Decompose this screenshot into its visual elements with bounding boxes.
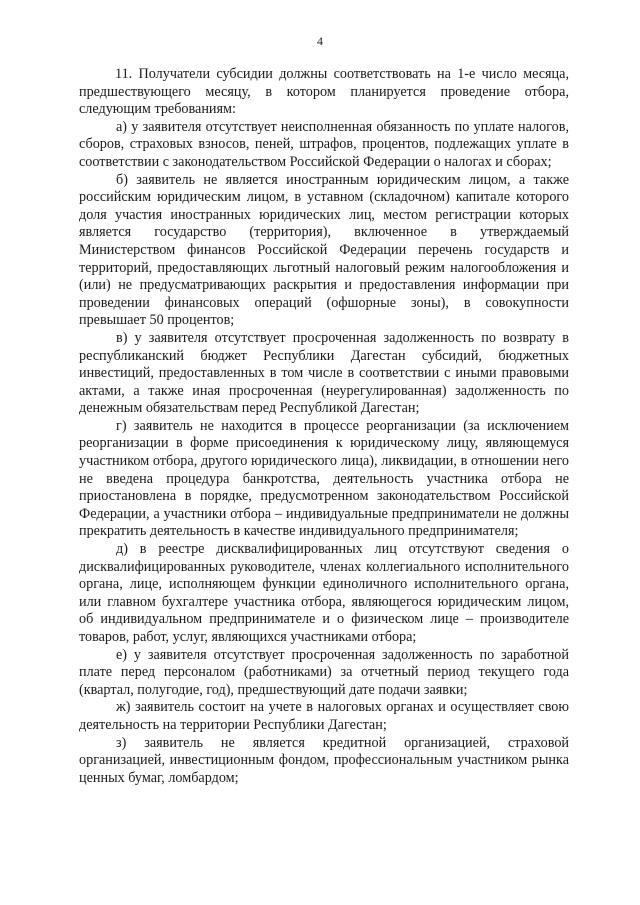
page-number: 4 xyxy=(317,34,323,48)
paragraph-a: а) у заявителя отсутствует неисполненная обязанность по уплате налогов, сборов, страховых взносов, пеней, штрафов, процентов, подлежащих уплате в соответствии с законодательством Российской Федерации о налогах и сборах; xyxy=(79,118,569,170)
paragraph-d: д) в реестре дисквалифицированных лиц отсутствуют сведения о дисквалифицированных руководителе, членах коллегиального исполнительного органа, лице, исполняющем функции единоличного исполнительного органа, или главном бухгалтере участника отбора, являющегося юридическим лицом, об индивидуальном предпринимателе и о физическом лице – производителе товаров, работ, услуг, являющихся участниками отбора; xyxy=(79,541,569,645)
paragraph-intro: 11. Получатели субсидии должны соответствовать на 1-е число месяца, предшествующего месяцу, в котором планируется проведение отбора, следующим требованиям: xyxy=(79,66,569,118)
paragraph-z: з) заявитель не является кредитной организацией, страховой организацией, инвестиционным фондом, профессиональным участником рынка ценных бумаг, ломбардом; xyxy=(79,734,569,786)
paragraph-g: г) заявитель не находится в процессе реорганизации (за исключением реорганизации в форме присоединения к юридическому лицу, являющемуся участником отбора, другого юридического лица), ликвидации, в отношении него не введена процедура банкротства, деятельность участника отбора не приостановлена в порядке, предусмотренном законодательством Российской Федерации, а участники отбора – индивидуальные предприниматели не должны прекратить деятельность в качестве индивидуального предпринимателя; xyxy=(79,417,569,540)
paragraph-v: в) у заявителя отсутствует просроченная задолженность по возврату в республиканский бюджет Республики Дагестан субсидий, бюджетных инвестиций, предоставленных в том числе в соответствии с иными правовыми актами, а также иная просроченная (неурегулированная) задолженность по денежным обязательствам перед Республикой Дагестан; xyxy=(79,329,569,417)
document-body xyxy=(79,66,569,787)
paragraph-b: б) заявитель не является иностранным юридическим лицом, а также российским юридическим лицом, в уставном (складочном) капитале которого доля участия иностранных юридических лиц, местом регистрации которых является государство (территория), включенное в утверждаемый Министерством финансов Российской Федерации перечень государств и территорий, предоставляющих льготный налоговый режим налогообложения и (или) не предусматривающих раскрытия и предоставления информации при проведении финансовых операций (офшорные зоны), в совокупности превышает 50 процентов; xyxy=(79,171,569,329)
paragraph-e: е) у заявителя отсутствует просроченная задолженность по заработной плате перед персоналом (работниками) за отчетный период текущего года (квартал, полугодие, год), предшествующий дате подачи заявки; xyxy=(79,646,569,698)
paragraph-zh: ж) заявитель состоит на учете в налоговых органах и осуществляет свою деятельность на территории Республики Дагестан; xyxy=(79,699,569,733)
